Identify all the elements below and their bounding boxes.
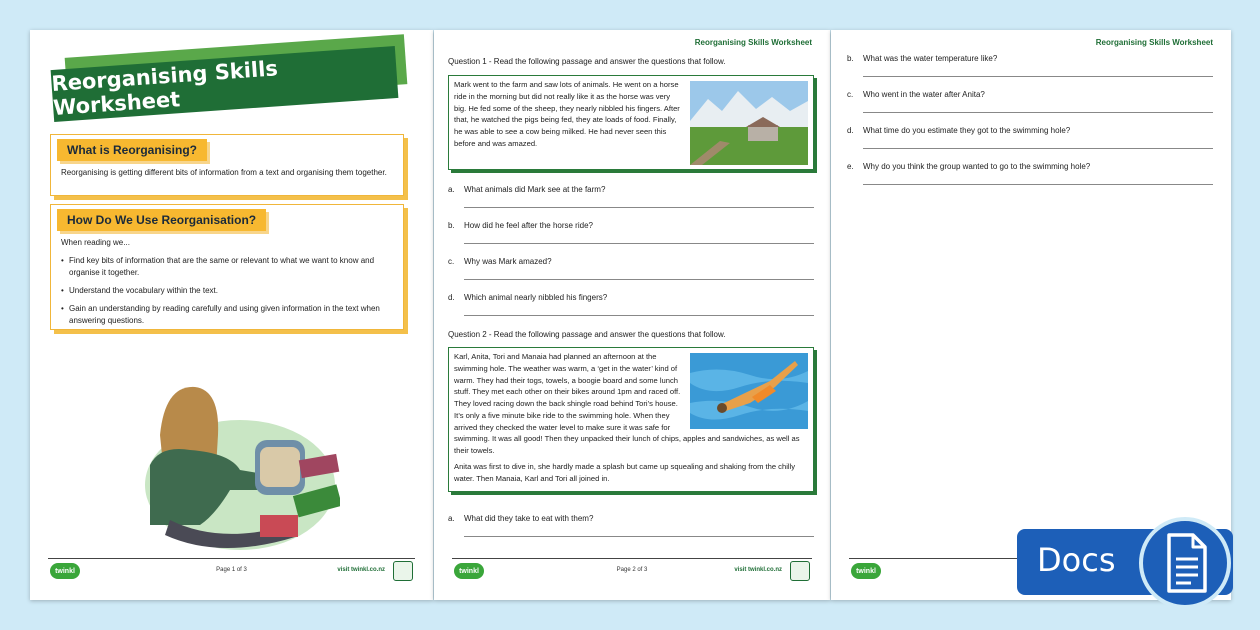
answer-line[interactable] xyxy=(464,194,814,208)
usage-bullet: • Understand the vocabulary within the text. xyxy=(61,285,393,297)
question-1-passage-box xyxy=(448,75,814,170)
usage-bullet: • Gain an understanding by reading carefully and using given information in the text when answering questions. xyxy=(61,303,393,327)
answer-line[interactable] xyxy=(464,302,814,316)
page-footer xyxy=(48,558,415,584)
page-number: Page 1 of 3 xyxy=(216,567,247,573)
usage-box xyxy=(50,204,404,330)
page-footer xyxy=(452,558,812,584)
page-title: Reorganising Skills Worksheet xyxy=(50,56,279,120)
quality-badge-icon xyxy=(790,561,810,581)
question-2-passage-box xyxy=(448,347,814,492)
question-label: c. xyxy=(448,257,455,266)
running-head: Reorganising Skills Worksheet xyxy=(1095,38,1213,47)
question-label: d. xyxy=(847,126,854,135)
question-1b xyxy=(448,221,814,244)
question-label: a. xyxy=(448,185,455,194)
question-text: What animals did Mark see at the farm? xyxy=(464,185,606,194)
question-1-title: Question 1 - Read the following passage and answer the questions that follow. xyxy=(448,57,726,66)
question-text: What did they take to eat with them? xyxy=(464,514,594,523)
page-number: Page 2 of 3 xyxy=(616,567,648,573)
definition-text: Reorganising is getting different bits of information from a text and organising them together. xyxy=(61,168,387,177)
answer-line[interactable] xyxy=(464,523,814,537)
definition-box xyxy=(50,134,404,196)
question-label: b. xyxy=(448,221,455,230)
question-2-passage-2: Anita was first to dive in, she hardly made a splash but came up squealing and shaking from the chilly water. Then Manaia, Karl and Tori all joined in. xyxy=(454,461,796,483)
question-text: Why was Mark amazed? xyxy=(464,257,552,266)
usage-intro: When reading we... xyxy=(61,238,130,247)
visit-link: visit twinkl.co.nz xyxy=(337,567,385,573)
question-label: a. xyxy=(448,514,455,523)
question-2d xyxy=(847,126,1213,149)
question-label: d. xyxy=(448,293,455,302)
question-2a xyxy=(448,514,814,537)
question-2e xyxy=(847,162,1213,185)
question-2b xyxy=(847,54,1213,77)
quality-badge-icon xyxy=(393,561,413,581)
answer-line[interactable] xyxy=(464,230,814,244)
swimmer-photo xyxy=(690,353,808,429)
document-icon xyxy=(1139,517,1231,609)
answer-line[interactable] xyxy=(863,171,1213,185)
question-label: e. xyxy=(847,162,854,171)
visit-link: visit twinkl.co.nz xyxy=(734,567,782,573)
worksheet-page-3 xyxy=(831,30,1231,600)
docs-label: Docs xyxy=(1037,541,1116,579)
farm-photo xyxy=(690,81,808,165)
girl-reading-illustration xyxy=(120,375,340,555)
usage-heading: How Do We Use Reorganisation? xyxy=(57,209,266,231)
answer-line[interactable] xyxy=(863,63,1213,77)
twinkl-logo: twinkl xyxy=(851,563,881,579)
usage-bullet: • Find key bits of information that are the same or relevant to what we want to know and organise it together. xyxy=(61,255,393,279)
worksheet-page-2 xyxy=(434,30,830,600)
twinkl-logo: twinkl xyxy=(454,563,484,579)
question-text: Which animal nearly nibbled his fingers? xyxy=(464,293,608,302)
question-1-passage: Mark went to the farm and saw lots of animals. He went on a horse ride in the morning but did not really like it as the horse was very big. He fed some of the sheep, they nearly nibbled his fingers. After that, he watched the pigs being fed, they ate loads of food. Finally, he was able to see a cow being milked. He had never seen this before and was amazed. xyxy=(454,80,680,148)
running-head: Reorganising Skills Worksheet xyxy=(694,38,812,47)
twinkl-logo: twinkl xyxy=(50,563,80,579)
question-2-passage: Karl, Anita, Tori and Manaia had planned an afternoon at the swimming hole. The weather was warm, a ‘get in the water’ kind of warm. They had their togs, towels, a boogie board and some lunch stuff. They met each other on their bikes around 1pm and raced off. They loved racing down the back shingle road behind Tori’s house. It’s only a five minute bike ride to the swimming hole. When they arrived they checked the water level to make sure it was safe for swimming. It was all good! Then they unpacked their lunch of chips, apples and sandwiches, as well as their towels. xyxy=(454,352,800,456)
question-label: b. xyxy=(847,54,854,63)
question-1a xyxy=(448,185,814,208)
question-1c xyxy=(448,257,814,280)
answer-line[interactable] xyxy=(863,99,1213,113)
question-text: How did he feel after the horse ride? xyxy=(464,221,593,230)
question-2c xyxy=(847,90,1213,113)
worksheet-page-1 xyxy=(30,30,433,600)
answer-line[interactable] xyxy=(863,135,1213,149)
question-text: Who went in the water after Anita? xyxy=(863,90,985,99)
question-2-title: Question 2 - Read the following passage and answer the questions that follow. xyxy=(448,330,726,339)
answer-line[interactable] xyxy=(464,266,814,280)
question-label: c. xyxy=(847,90,854,99)
question-text: What was the water temperature like? xyxy=(863,54,998,63)
definition-heading: What is Reorganising? xyxy=(57,139,207,161)
question-text: What time do you estimate they got to the swimming hole? xyxy=(863,126,1071,135)
question-1d xyxy=(448,293,814,316)
title-banner xyxy=(50,50,402,120)
question-text: Why do you think the group wanted to go to the swimming hole? xyxy=(863,162,1091,171)
